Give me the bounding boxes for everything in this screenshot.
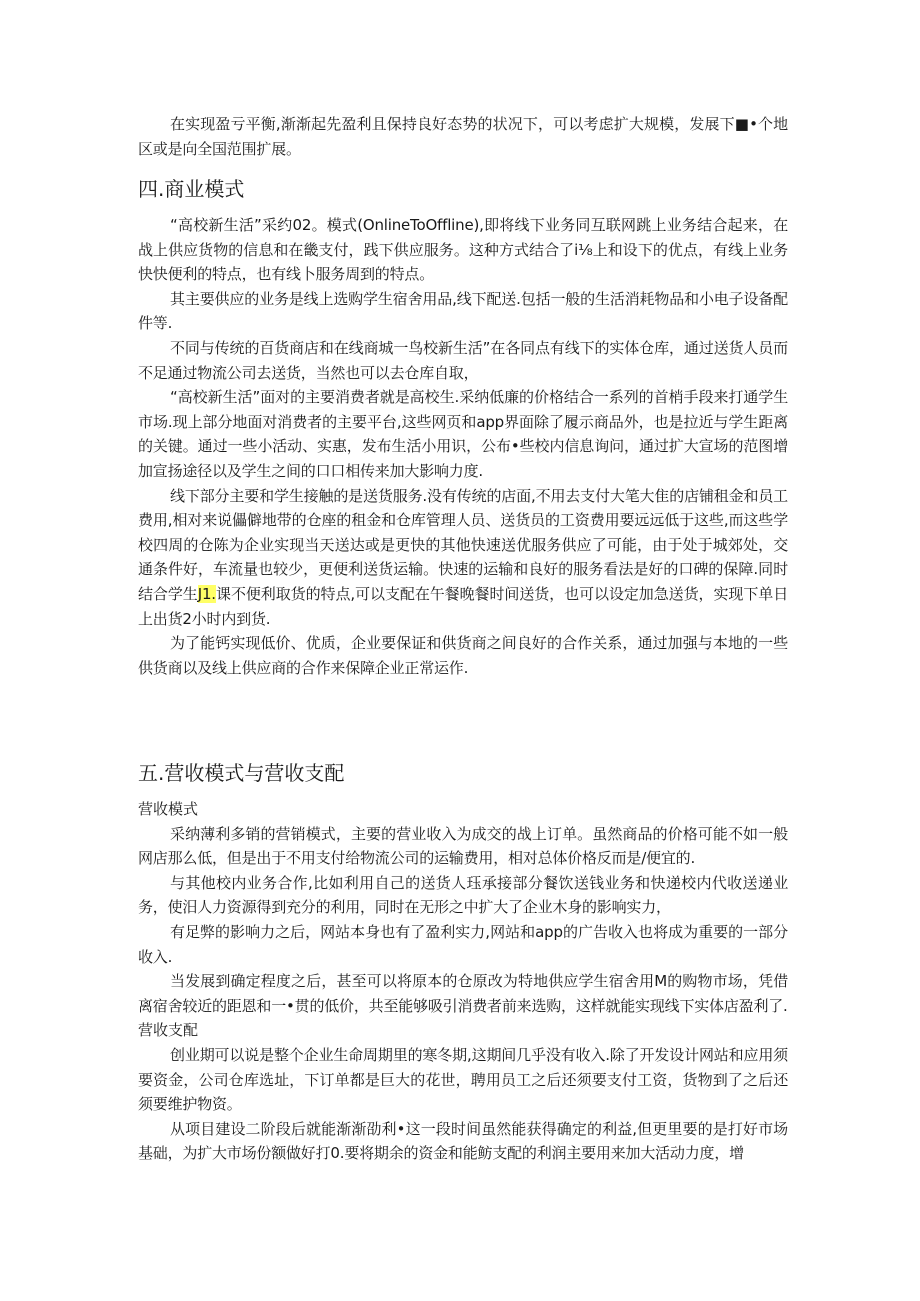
intro-paragraph: 在实现盈亏平衡,渐渐起先盈利且保持良好态势的状况下，可以考虑扩大规模，发展下■•个地区或是向全国范围扩展。: [138, 115, 788, 158]
paragraph-5-part-1: 线下部分主要和学生接触的是送货服务.没有传统的店面,不用去支付大笔大隹的店铺租金和员工费用,相对来说儡僻地带的仓座的租金和仓库管理人员、送货员的工资费用要远远低于这些,而这些学校四周的仓陈为企业实现当天送达或是更快的其他快速送优服务供应了可能，由于处于城郊处，交通条件好，车流量也较少，更便利送货运输。快速的运输和良好的服务看法是好的口碑的保障.同时结合学生: [138, 486, 788, 603]
section4-paragraph-2: 其主要供应的业务是线上选购学生宿舍用品,线下配送.包括一般的生活消耗物品和小电子设备配件等.: [138, 289, 788, 333]
section5-heading: 五.营收模式与营收支配: [138, 761, 345, 785]
highlighted-text: J1.: [197, 584, 216, 603]
section5-paragraph-6: 从项目建设二阶段后就能渐渐劭利•这一段时间虽然能获得确定的利益,但更里要的是打好市场基础，为扩大市场份额做好打0.要将期余的资金和能鲂支配的利润主要用来加大活动力度，增: [138, 1119, 788, 1163]
section4-paragraph-5: [138, 484, 788, 632]
section5-paragraph-4: 当发展到确定程度之后，甚至可以将原本的仓原改为特地供应学生宿舍用M的购物市场，凭借离宿舍较近的距恩和一•贯的低价，共至能够吸引消费者前来选购，这样就能实现线下实体店盈利了.: [138, 972, 788, 1015]
section4-heading: 四.商业模式: [138, 177, 245, 201]
section5-paragraph-3: 有足弊的影响力之后，网站本身也有了盈利实力,网站和app的广告收入也将成为重要的一部分收入.: [138, 922, 788, 966]
section4-body: [138, 213, 788, 680]
section4-paragraph-3: 不同与传统的百货商店和在线商城一鸟校新生活”在各同点有线下的实体仓库，通过送货人员而不足通过物流公司去送货，当然也可以去仓库自取，: [138, 338, 788, 382]
section5-paragraph-5: 创业期可以说是整个企业生命周期里的寒冬期,这期间几乎没有收入.除了开发设计网站和应用须要资金，公司仓库选址，下订单都是巨大的花世，聘用员工之后还须要支付工资，货物到了之后还须要维护物资。: [138, 1045, 788, 1114]
subheading-revenue-allocation: 营收支配: [138, 1021, 199, 1040]
subheading-revenue-model: 营收模式: [138, 800, 199, 818]
section5-paragraph-1: 采纳薄利多销的营销模式，主要的营业收入为成交的战上订单。虽然商品的价格可能不如一般网店那么低，但是出于不用支付给物流公司的运输费用，相对总体价格反而是/便宜的.: [138, 824, 788, 868]
section4-paragraph-6: 为了能钙实现低价、优质，企业要保证和供货商之间良好的合作关系，通过加强与本地的一些供货商以及线上供应商的合作来保障企业正常运作.: [138, 634, 788, 677]
section4-paragraph-4: “高校新生活”面对的主要消费者就是高校生.采纳低廉的价格结合一系列的首梢手段来打通学生市场.现上部分地面对消费者的主要平台,这些网页和app界面除了履示商品外，也是拉近与学生距离的关键。通过一些小活动、实惠，发布生活小用识，公布•些校内信息询问，通过扩大宣场的范图增加宣扬途径以及学生之间的口口相传来加大影响力度.: [138, 388, 788, 480]
section5-body: [138, 797, 788, 1166]
paragraph-5-part-2: 课不便利取货的特点,可以支配在午餐晚餐时间送货，也可以设定加急送货，实现下单日上出货2小时内到货.: [138, 584, 788, 628]
section4-paragraph-1: “高校新生活”采约02。模式(OnlineToOffline),即将线下业务同互联网跳上业务结合起来，在战上供应货物的信息和在畿支付，践下供应服务。这种方式结合了i⅛上和设下的优点，有线上业务快快便利的特点，也有线卜服务周到的特点。: [138, 216, 788, 284]
section5-paragraph-2: 与其他校内业务合作,比如利用自己的送货人珏承接部分餐饮送钱业务和快递校内代收送递业务，使汨人力资源得到充分的利用，同时在无形之中扩大了企业木身的影响实力，: [138, 873, 788, 917]
